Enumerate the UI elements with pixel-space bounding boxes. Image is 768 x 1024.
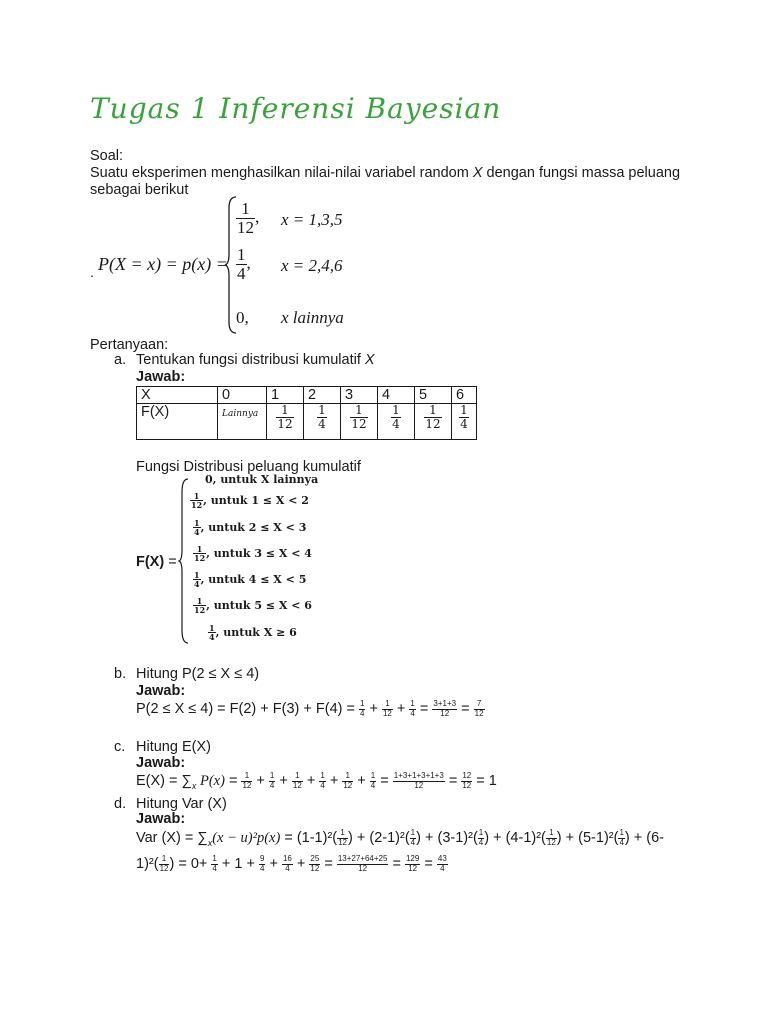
table-cell: 4 — [378, 387, 415, 404]
question-d-equation-line-1: Var $(X) = \sum_x(x - u)^2p(x) = (1-1)^2$( $\frac{1}{12}$ ) + (2-1)²( $\frac{1}{4}$ ) + (3-1)²( $\frac{1}{4}$ ) + (4-1)²( $\frac{1}{12}$ ) + (5-1)²( $\frac{1}{4}$ ) + (6- — [136, 828, 664, 848]
soal-line-2: sebagai berikut — [90, 182, 189, 198]
question-d-equation-line-2: 1)²( $\frac{1}{12}$ ) = 0+ $\frac{1}{4}$ + 1 + $\frac{9}{4}$ + $\frac{16}{4}$ + $\frac{25}{12}$ = $\frac{13+27+64+25}{12}$ = $\frac{129}{12}$ = $\frac{43}{4}$ — [136, 854, 447, 873]
cdf-row-5: $\frac{1}{12}$ , untuk 5 ≤ X < 6 — [194, 596, 312, 616]
table-row — [137, 404, 477, 440]
cdf-brace — [178, 478, 190, 644]
pmf-case-1: $\frac{1}{12}$ , — [237, 199, 260, 237]
question-d-marker: d. — [114, 796, 127, 812]
soal-line-1: Suatu eksperimen menghasilkan nilai-nilai variabel random X dengan fungsi massa peluang — [90, 165, 681, 181]
question-d-text: Hitung Var (X) — [136, 796, 227, 812]
table-cell: $\frac{1}{12}$ — [267, 404, 304, 440]
pmf-case-3: 0, — [236, 308, 249, 327]
table-cell: $\frac{1}{4}$ — [304, 404, 341, 440]
question-c-jawab: Jawab: — [136, 755, 186, 771]
question-a-marker: a. — [114, 352, 127, 368]
pmf-case-1-cond: x = 1,3,5 — [281, 210, 343, 229]
question-b-jawab: Jawab: — [136, 683, 186, 699]
table-cell: 0 — [218, 387, 267, 404]
cdf-caption: Fungsi Distribusi peluang kumulatif — [136, 459, 361, 475]
cdf-row-2: $\frac{1}{4}$ , untuk 2 ≤ X < 3 — [194, 518, 307, 538]
cdf-row-6: $\frac{1}{4}$ , untuk X ≥ 6 — [209, 623, 297, 643]
pmf-lhs: P(X = x) = p(x) = — [98, 254, 228, 274]
table-cell: $\frac{1}{12}$ — [415, 404, 452, 440]
question-c-marker: c. — [114, 739, 126, 755]
table-cell: $\frac{1}{4}$ — [378, 404, 415, 440]
cdf-row-1: $\frac{1}{12}$ , untuk 1 ≤ X < 2 — [191, 491, 309, 511]
question-b-equation: P(2 ≤ X ≤ 4) = F(2) + F(3) + F(4) = $\frac{1}{4}$ + $\frac{1}{12}$ + $\frac{1}{4}$ = $\frac{3+1+3}{12}$ = $\frac{7}{12}$ — [136, 699, 484, 718]
question-c-text: Hitung E(X) — [136, 739, 211, 755]
table-cell: $\frac{1}{12}$ — [341, 404, 378, 440]
question-d-jawab: Jawab: — [136, 811, 186, 827]
pmf-case-2-cond: x = 2,4,6 — [281, 256, 343, 275]
table-cell: 6 — [452, 387, 477, 404]
table-cell: $\frac{1}{4}$ — [452, 404, 477, 440]
table-cell: 3 — [341, 387, 378, 404]
question-c-equation: $E(X) = \sum_x$ P(x) = $\frac{1}{12}$ + $\frac{1}{4}$ + $\frac{1}{12}$ + $\frac{1}{4}$ + $\frac{1}{12}$ + $\frac{1}{4}$ = $\frac{1+3+1+3+1+3}{12}$ = $\frac{12}{12}$ = 1 — [136, 771, 497, 791]
soal-label: Soal: — [90, 148, 124, 164]
pmf-case-3-cond: x lainnya — [281, 308, 344, 327]
pmf-case-2: $\frac{1}{4}$ , — [237, 245, 251, 283]
table-cell: F(X) — [137, 404, 218, 440]
document-title: Tugas 1 Inferensi Bayesian — [90, 92, 502, 125]
question-b-text: Hitung P(2 ≤ X ≤ 4) — [136, 666, 260, 682]
table-row — [137, 387, 477, 404]
cdf-lhs: F(X) = — [136, 554, 177, 570]
pertanyaan-label: Pertanyaan: — [90, 337, 169, 353]
table-cell: 5 — [415, 387, 452, 404]
table-cell: Lainnya — [218, 404, 267, 440]
cdf-row-0: 0, untuk X lainnya — [205, 473, 319, 486]
table-cell: 1 — [267, 387, 304, 404]
question-b-marker: b. — [114, 666, 127, 682]
cdf-table — [136, 386, 477, 440]
table-cell: X — [137, 387, 218, 404]
pmf-dot: . — [90, 264, 94, 280]
question-a-jawab: Jawab: — [136, 369, 186, 385]
cdf-row-3: $\frac{1}{12}$ , untuk 3 ≤ X < 4 — [194, 544, 312, 564]
cdf-row-4: $\frac{1}{4}$ , untuk 4 ≤ X < 5 — [194, 570, 307, 590]
question-a-text: Tentukan fungsi distribusi kumulatif X — [136, 352, 375, 368]
table-cell: 2 — [304, 387, 341, 404]
